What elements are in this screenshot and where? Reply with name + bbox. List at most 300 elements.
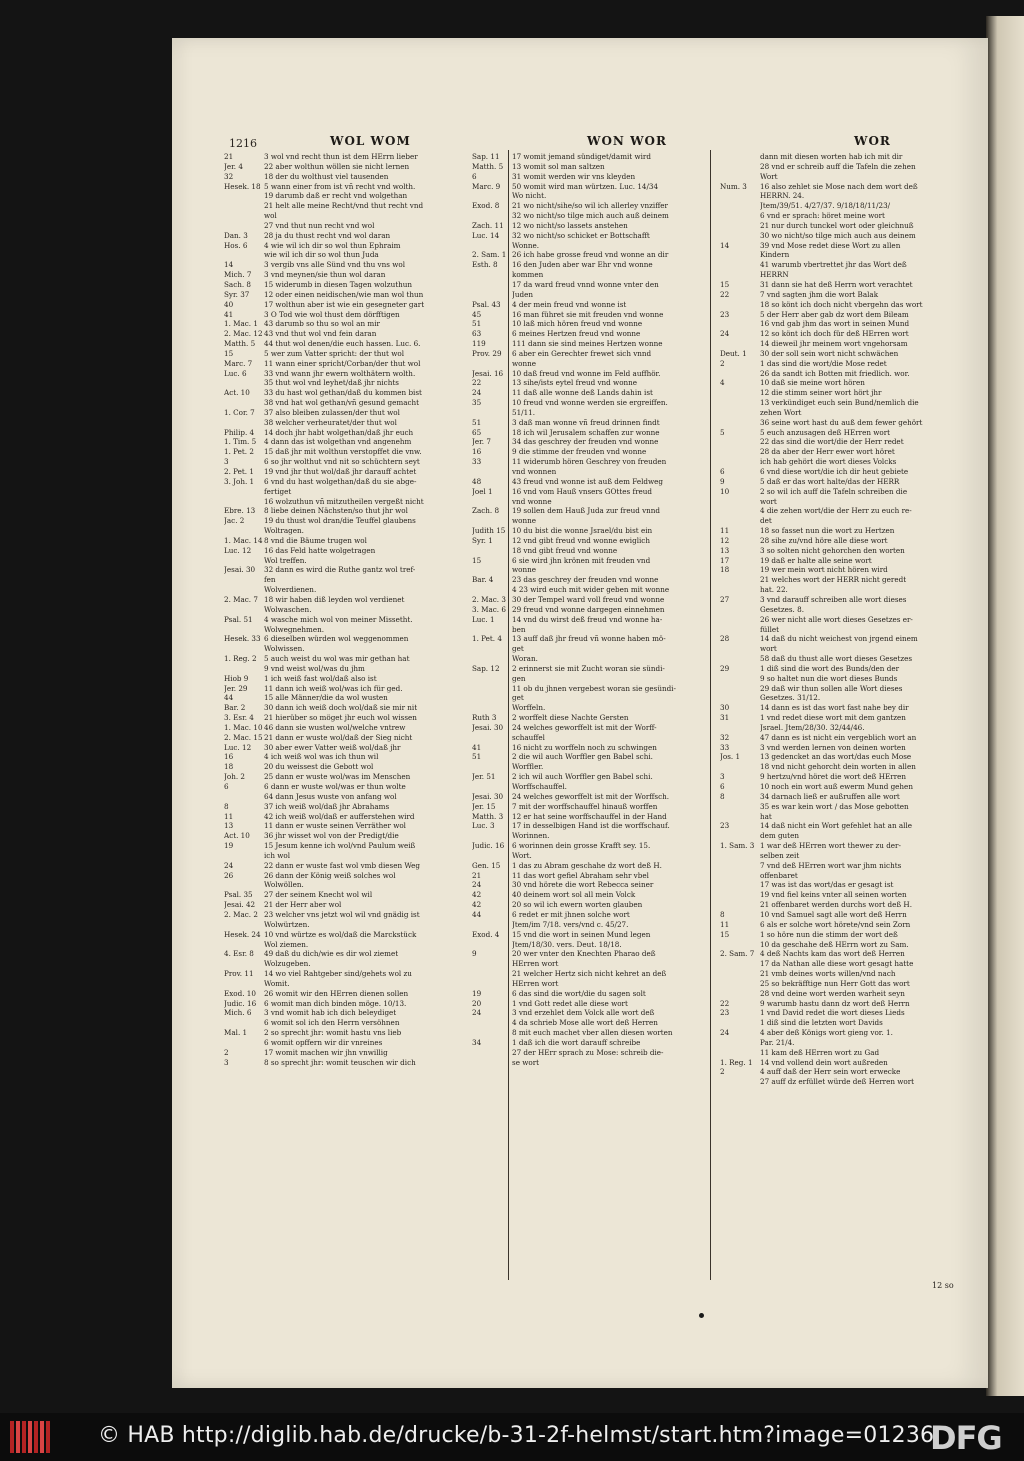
entry-reference: Marc. 9 (472, 181, 501, 191)
entry-reference (224, 418, 264, 428)
entry-text: 12 er hat seine worffschauffel in der Hand (512, 811, 667, 821)
index-entry (472, 979, 710, 989)
index-entry (472, 615, 710, 625)
entry-text: hat. 22. (760, 585, 788, 595)
entry-text: 9 so haltet nun die wort dieses Bunds (760, 673, 898, 683)
entry-text: 21 wo nicht/sihe/so wil ich allerley vnziffer (512, 201, 668, 211)
index-entry (472, 319, 710, 329)
entry-text: 3 daß man wonne vñ freud drinnen findt (512, 417, 660, 427)
index-entry (720, 418, 982, 428)
entry-text: 19 du thust wol dran/die Teuffel glaubens (264, 516, 416, 526)
entry-text: 7 vnd deß HErren wort war jhm nichts (760, 860, 902, 870)
entry-text: 13 sihe/ists eytel freud vnd wonne (512, 378, 638, 388)
entry-text: Par. 21/4. (760, 1037, 795, 1047)
entry-reference (224, 250, 264, 260)
index-entry (720, 172, 982, 182)
entry-reference (720, 969, 760, 979)
index-entry (472, 585, 710, 595)
entry-text: HErren wort (512, 978, 559, 988)
entry-reference: 16 (224, 752, 234, 762)
index-entry (472, 890, 710, 900)
index-entry (472, 851, 710, 861)
entry-reference: 2. Sam. 7 (720, 949, 755, 959)
index-entry (720, 378, 982, 388)
entry-text: 11 das wort gefiel Abraham sehr vbel (512, 870, 649, 880)
index-entry (472, 1058, 710, 1068)
entry-text: 6 redet er mit jhnen solche wort (512, 909, 630, 919)
entry-reference: Bar. 2 (224, 703, 246, 713)
entry-reference: 1. Tim. 5 (224, 437, 257, 447)
entry-text: vnd wonnen (512, 467, 557, 476)
entry-reference (720, 369, 760, 379)
entry-reference (472, 979, 512, 989)
index-entry (224, 625, 506, 635)
entry-reference: Jesai. 30 (224, 565, 256, 575)
entry-reference: 15 (720, 279, 730, 289)
entry-reference: 3. Mac. 6 (472, 604, 506, 614)
index-entry (472, 812, 710, 822)
index-entry (720, 398, 982, 408)
entry-text: 43 vnd thut wol vnd fein daran (264, 329, 377, 339)
index-entry (224, 733, 506, 743)
entry-reference: Hiob 9 (224, 673, 249, 683)
entry-text: wonne (512, 565, 536, 575)
footer-bar (0, 1413, 1024, 1461)
entry-reference (720, 1038, 760, 1048)
entry-text: 21 offenbaret werden durchs wort deß H. (760, 900, 912, 910)
index-entry (472, 782, 710, 792)
entry-reference (472, 241, 512, 251)
entry-reference (224, 1018, 264, 1028)
entry-reference (720, 516, 760, 526)
index-entry (224, 910, 506, 920)
index-entry (720, 615, 982, 625)
entry-text: 18 ich wil Jerusalem schaffen zur wonne (512, 427, 660, 437)
entry-reference (720, 260, 760, 270)
index-entry (720, 841, 982, 851)
copyright-link[interactable]: © HAB http://diglib.hab.de/drucke/b-31-2f-helmst/start.htm?image=01236 (98, 1423, 935, 1448)
index-entry (720, 969, 982, 979)
index-entry (720, 890, 982, 900)
index-entry (224, 329, 506, 339)
entry-reference: 17 (720, 555, 730, 565)
index-entry (472, 752, 710, 762)
index-entry (224, 999, 506, 1009)
index-entry (224, 851, 506, 861)
entry-text: ich wol (264, 850, 291, 860)
entry-text: 21 nur durch tunckel wort oder gleichnuß (760, 220, 914, 230)
entry-text: HErren wort (512, 959, 559, 969)
entry-text: ben (512, 624, 526, 634)
index-entry (720, 595, 982, 605)
entry-text: 33 du hast wol gethan/daß du kommen bist (264, 388, 422, 398)
entry-reference (720, 585, 760, 595)
entry-reference (720, 674, 760, 684)
index-entry (472, 654, 710, 664)
entry-reference: 48 (472, 476, 482, 486)
index-entry (720, 241, 982, 251)
index-entry (720, 585, 982, 595)
entry-text: 4 ich weiß wol was ich thun wil (264, 752, 379, 762)
index-entry (224, 1048, 506, 1058)
entry-reference: Psal. 51 (224, 614, 253, 624)
entry-text: 1 daß ich die wort darauff schreibe (512, 1037, 641, 1047)
entry-text: 11 widerumb hören Geschrey von freuden (512, 457, 667, 467)
entry-text: 27 vnd thut nun recht vnd wol (264, 220, 375, 230)
entry-reference: Joh. 2 (224, 772, 245, 782)
entry-reference: 24 (720, 329, 730, 339)
entry-text: 32 wo nicht/so tilge mich auch auß deinem (512, 211, 669, 221)
entry-reference: Jesai. 30 (472, 791, 504, 801)
entry-reference (720, 693, 760, 703)
entry-reference: 24 (472, 1008, 482, 1018)
index-entry (720, 428, 982, 438)
entry-text: 30 dann ich weiß doch wol/daß sie mir nit (264, 703, 418, 713)
entry-text: 21 vmb deines worts willen/vnd nach (760, 969, 896, 979)
entry-text: 29 freud vnd wonne dargegen einnehmen (512, 604, 665, 614)
entry-text: 38 welcher verheuratet/der thut wol (264, 417, 397, 427)
entry-reference: Luc. 14 (472, 230, 500, 240)
index-entry (472, 575, 710, 585)
entry-reference: 9 (472, 949, 477, 959)
index-entry (720, 733, 982, 743)
entry-text: HERRN. 24. (760, 191, 805, 201)
entry-text: offenbaret (760, 870, 798, 880)
index-entry (472, 664, 710, 674)
entry-text: Woran. (512, 654, 538, 664)
index-entry (472, 172, 710, 182)
index-entry (720, 723, 982, 733)
index-entry (720, 989, 982, 999)
index-entry (472, 989, 710, 999)
index-entry (224, 556, 506, 566)
entry-reference: Zach. 8 (472, 506, 500, 516)
catchword: 12 so (932, 1281, 954, 1290)
entry-reference (472, 408, 512, 418)
entry-reference (720, 388, 760, 398)
entry-text: 11 wann einer spricht/Corban/der thut wol (264, 358, 421, 368)
entry-reference (720, 408, 760, 418)
index-entry (472, 1038, 710, 1048)
index-entry (472, 880, 710, 890)
entry-text: 31 dann sie hat deß Herrn wort verachtet (760, 279, 913, 289)
index-entry (224, 369, 506, 379)
entry-text: 32 dann es wird die Ruthe gantz wol tref- (264, 565, 416, 575)
entry-reference: Exod. 10 (224, 988, 256, 998)
index-entry (224, 684, 506, 694)
entry-text: Jtem/39/51. 4/27/37. 9/18/18/11/23/ (760, 201, 891, 211)
index-entry (720, 684, 982, 694)
index-entry (720, 506, 982, 516)
index-entry (224, 664, 506, 674)
index-entry (224, 634, 506, 644)
entry-reference (472, 359, 512, 369)
index-entry (720, 831, 982, 841)
index-entry (472, 477, 710, 487)
index-entry (472, 1048, 710, 1058)
entry-reference: 8 (224, 801, 229, 811)
index-entry (224, 437, 506, 447)
entry-text: Woltragen. (264, 526, 304, 536)
entry-reference: 35 (472, 398, 482, 408)
entry-reference: Syr. 37 (224, 289, 250, 299)
index-entry (472, 191, 710, 201)
index-entry (720, 812, 982, 822)
index-entry (224, 388, 506, 398)
entry-text: 8 mit euch machet vber allen diesen worten (512, 1028, 673, 1038)
entry-text: 4 aber deß Königs wort gieng vor. 1. (760, 1028, 893, 1038)
index-entry (472, 152, 710, 162)
index-entry (472, 201, 710, 211)
entry-text: 28 vnd deine wort werden warheit seyn (760, 988, 905, 998)
entry-text: 4 dann das ist wolgethan vnd angenehm (264, 437, 412, 447)
entry-text: 1 das zu Abram geschahe dz wort deß H. (512, 860, 662, 870)
entry-text: wonne (512, 358, 536, 368)
entry-text: 4 der mein freud vnd wonne ist (512, 299, 627, 309)
entry-text: 24 welches geworffelt ist mit der Worffsch. (512, 791, 670, 801)
entry-reference (720, 880, 760, 890)
entry-reference (224, 959, 264, 969)
entry-text: gen (512, 673, 526, 683)
entry-reference (720, 831, 760, 841)
entry-reference: 45 (472, 309, 482, 319)
entry-reference: Mich. 6 (224, 1008, 252, 1018)
index-entry (472, 969, 710, 979)
index-entry (472, 841, 710, 851)
entry-text: 46 dann sie wusten wol/welche vntrew (264, 722, 406, 732)
entry-text: 26 wer nicht alle wort dieses Gesetzes er- (760, 614, 913, 624)
index-entry (224, 871, 506, 881)
entry-reference: 2. Mac. 3 (472, 594, 506, 604)
entry-reference: Hesek. 18 (224, 181, 261, 191)
entry-text: zehen Wort (760, 407, 802, 417)
entry-text: 36 seine wort hast du auß dem fewer gehört (760, 417, 923, 427)
entry-text: vnd wonne (512, 496, 552, 506)
entry-text: 15 Jesum kenne ich wol/vnd Paulum weiß (264, 841, 416, 851)
entry-text: wie wil ich dir so wol thun Juda (264, 250, 379, 260)
entry-text: 51/11. (512, 407, 535, 417)
entry-reference: Hesek. 24 (224, 929, 261, 939)
index-entry (720, 959, 982, 969)
index-entry (224, 1038, 506, 1048)
index-entry (224, 359, 506, 369)
index-entry (224, 565, 506, 575)
entry-text: det (760, 516, 772, 526)
entry-reference: Luc. 3 (472, 821, 495, 831)
entry-text: 20 wer vnter den Knechten Pharao deß (512, 949, 656, 959)
entry-reference (472, 211, 512, 221)
index-entry (224, 241, 506, 251)
index-entry (224, 900, 506, 910)
entry-reference: Prov. 11 (224, 969, 254, 979)
index-entry (720, 546, 982, 556)
index-entry (224, 310, 506, 320)
entry-reference (720, 723, 760, 733)
entry-text: 111 dann sie sind meines Hertzen wonne (512, 339, 663, 349)
entry-text: 2 so wil ich auff die Tafeln schreiben die (760, 486, 908, 496)
entry-text: Wolwegnehmen. (264, 624, 325, 634)
entry-text: selben zeit (760, 850, 800, 860)
entry-text: 11 dann er wuste seinen Verräther wol (264, 821, 406, 831)
entry-reference (472, 703, 512, 713)
index-entry (472, 762, 710, 772)
entry-text: 13 gedencket an das wort/das euch Mose (760, 752, 912, 762)
entry-reference (720, 654, 760, 664)
entry-text: Wolwürtzen. (264, 919, 310, 929)
entry-text: 18 der du wolthust viel tausenden (264, 171, 389, 181)
index-entry (224, 930, 506, 940)
index-entry (472, 467, 710, 477)
index-entry (720, 201, 982, 211)
index-entry (720, 359, 982, 369)
index-entry (224, 280, 506, 290)
entry-text: 22 das sind die wort/die der Herr redet (760, 437, 904, 447)
entry-reference (224, 851, 264, 861)
index-entry (720, 191, 982, 201)
entry-reference (224, 585, 264, 595)
entry-reference: 33 (472, 457, 482, 467)
entry-reference (472, 684, 512, 694)
entry-text: 7 vnd sagten jhm die wort Balak (760, 289, 879, 299)
entry-text: 17 da Nathan alle diese wort gesagt hatte (760, 959, 914, 969)
entry-reference (224, 625, 264, 635)
index-entry (224, 585, 506, 595)
index-entry (720, 497, 982, 507)
entry-text: 17 wolthun aber ist wie ein gesegneter gart (264, 299, 425, 309)
entry-text: Worffeln. (512, 703, 546, 713)
entry-text: 15 vnd die wort in seinen Mund legen (512, 929, 651, 939)
entry-text: 18 so fasset nun die wort zu Hertzen (760, 526, 895, 536)
entry-reference: 31 (720, 713, 730, 723)
index-entry (720, 654, 982, 664)
entry-reference: Prov. 29 (472, 348, 502, 358)
index-entry (472, 930, 710, 940)
entry-text: 13 auff daß jhr freud vñ wonne haben mö- (512, 634, 666, 644)
index-entry (720, 310, 982, 320)
entry-text: 21 welches wort der HERR nicht geredt (760, 575, 907, 585)
entry-text: 5 wer zum Vatter spricht: der thut wol (264, 348, 405, 358)
index-entry (472, 625, 710, 635)
index-entry (224, 162, 506, 172)
entry-reference (720, 684, 760, 694)
index-entry (224, 762, 506, 772)
index-entry (720, 644, 982, 654)
entry-reference (472, 644, 512, 654)
entry-text: 23 welcher vns jetzt wol wil vnd gnädig ist (264, 909, 420, 919)
entry-reference: 42 (472, 890, 482, 900)
index-entry (224, 526, 506, 536)
entry-text: 26 da sandt ich Botten mit friedlich. wor. (760, 368, 910, 378)
entry-text: füllet (760, 624, 780, 634)
index-entry (224, 890, 506, 900)
index-entry (720, 329, 982, 339)
entry-reference: 14 (224, 260, 234, 270)
entry-reference (720, 270, 760, 280)
index-entry (224, 792, 506, 802)
entry-reference (720, 398, 760, 408)
entry-text: 6 so jhr wolthut vnd nit so schüchtern seyt (264, 457, 420, 467)
entry-reference (720, 1077, 760, 1087)
index-entry (472, 418, 710, 428)
entry-reference: 3. Joh. 1 (224, 476, 255, 486)
entry-text: 40 deinem wort sol all mein Volck (512, 890, 636, 900)
entry-text: 35 es war kein wort / das Mose gebotten (760, 801, 909, 811)
index-entry (224, 536, 506, 546)
entry-text: Gesetzes. 31/12. (760, 693, 821, 703)
entry-reference: 2. Mac. 15 (224, 732, 263, 742)
entry-reference: 6 (224, 782, 229, 791)
index-entry (720, 743, 982, 753)
index-entry (472, 260, 710, 270)
entry-reference (720, 861, 760, 871)
entry-reference: 1. Reg. 2 (224, 654, 257, 664)
entry-reference (472, 969, 512, 979)
entry-text: 11 dann ich weiß wol/was ich für ged. (264, 683, 403, 693)
entry-text: 27 der seinem Knecht wol wil (264, 890, 373, 900)
entry-reference (224, 191, 264, 201)
entry-reference: Joel 1 (472, 486, 493, 496)
entry-text: 2 die wil auch Worffler gen Babel schi. (512, 752, 653, 762)
facing-page-edge (986, 16, 1024, 1396)
index-entry (224, 1008, 506, 1018)
entry-text: 27 der HErr sprach zu Mose: schreib die- (512, 1047, 664, 1057)
entry-text: 22 dann er wuste fast wol vmb diesen Weg (264, 860, 421, 870)
index-entry (224, 644, 506, 654)
entry-reference: 119 (472, 339, 486, 349)
entry-text: Gesetzes. 8. (760, 604, 804, 614)
entry-text: 32 wo nicht/so schicket er Bottschafft (512, 230, 650, 240)
entry-reference (472, 270, 512, 280)
entry-text: 2 ich wil auch Worffler gen Babel schi. (512, 772, 653, 782)
entry-text: 33 vnd wann jhr ewern wolthätern wolth. (264, 368, 416, 378)
entry-reference: 11 (720, 919, 730, 929)
index-entry (224, 506, 506, 516)
entry-text: 15 daß jhr mit wolthun verstopffet die vnw. (264, 447, 422, 457)
entry-reference (720, 211, 760, 221)
index-entry (472, 821, 710, 831)
entry-reference: Syr. 1 (472, 535, 493, 545)
entry-text: ich hab gehört die wort dieses Volcks (760, 457, 897, 467)
entry-reference (472, 467, 512, 477)
entry-reference: 18 (224, 762, 234, 772)
entry-reference (472, 674, 512, 684)
hab-logo-icon (10, 1421, 50, 1453)
entry-reference: Judic. 16 (224, 998, 257, 1008)
index-entry (720, 221, 982, 231)
entry-text: 6 meines Hertzen freud vnd wonne (512, 329, 641, 339)
entry-text: fen (264, 575, 276, 585)
entry-reference: Jer. 51 (472, 772, 496, 782)
entry-reference: 4 (720, 378, 725, 388)
entry-text: 13 womit sol man saltzen (512, 161, 605, 171)
index-entry (472, 674, 710, 684)
entry-reference (472, 733, 512, 743)
entry-reference: Bar. 4 (472, 575, 494, 585)
entry-reference: 23 (720, 309, 730, 319)
entry-text: 43 freud vnd wonne ist auß dem Feldweg (512, 476, 664, 486)
index-entry (472, 437, 710, 447)
index-entry (472, 644, 710, 654)
index-entry (720, 949, 982, 959)
entry-reference (472, 625, 512, 635)
entry-text: se wort (512, 1057, 540, 1067)
entry-reference: 32 (224, 171, 234, 181)
entry-text: 26 ich habe grosse freud vnd wonne an dir (512, 250, 669, 260)
entry-reference: 51 (472, 319, 482, 329)
index-entry (224, 546, 506, 556)
entry-reference: 2. Mac. 2 (224, 909, 258, 919)
entry-text: 16 vnd vom Hauß vnsers GOttes freud (512, 486, 653, 496)
